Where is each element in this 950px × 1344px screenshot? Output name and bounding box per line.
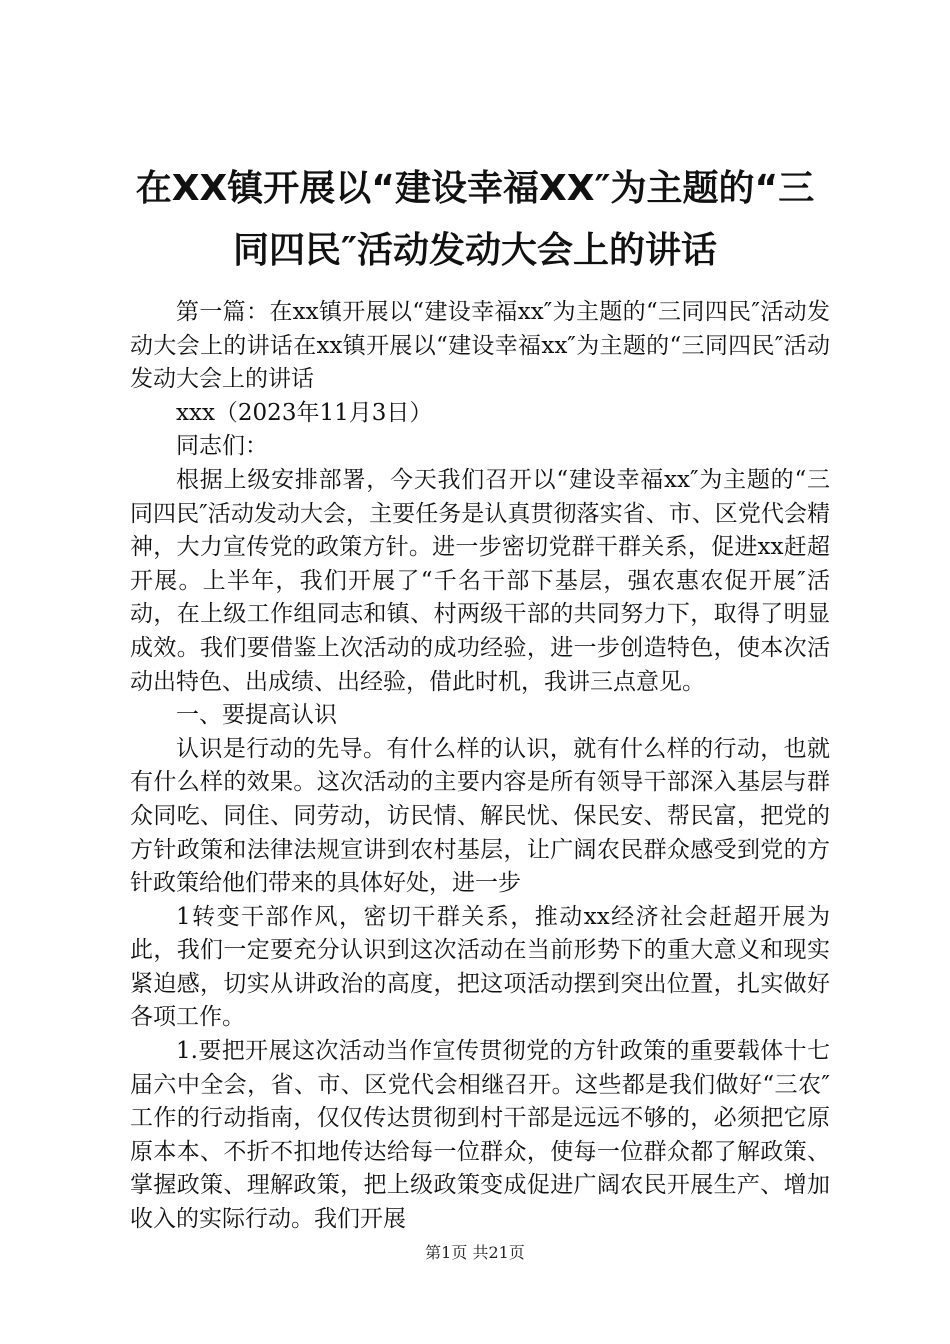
- paragraph-style-change: 1转变干部作风，密切干群关系，推动xx经济社会赶超开展为此，我们一定要充分认识到这次活动在当前形势下的重大意义和现实紧迫感，切实从讲政治的高度，把这项活动摆到突出位置，扎实做好各项工作。: [130, 903, 830, 1031]
- section-heading-1: 一、要提高认识: [176, 702, 337, 729]
- paragraph-opening: 根据上级安排部署，今天我们召开以“建设幸福xx″为主题的“三同四民″活动发动大会，主要任务是认真贯彻落实省、市、区党代会精神，大力宣传党的政策方针。进一步密切党群干群关系，促进xx赶超开展。上半年，我们开展了“千名干部下基层，强农惠农促开展″活动，在上级工作组同志和镇、村两级干部的共同努力下，取得了明显成效。我们要借鉴上次活动的成功经验，进一步创造特色，使本次活动出特色、出成绩、出经验，借此时机，我讲三点意见。: [130, 466, 830, 695]
- page-number-footer: 第1页 共21页: [425, 1243, 525, 1262]
- paragraph-point-1: 1.要把开展这次活动当作宣传贯彻党的方针政策的重要载体十七届六中全会，省、市、区党代会相继召开。这些都是我们做好“三农″工作的行动指南，仅仅传达贯彻到村干部是远远不够的，必须把它原原本本、不折不扣地传达给每一位群众，使每一位群众都了解政策、掌握政策、理解政策，把上级政策变成促进广阔农民开展生产、增加收入的实际行动。我们开展: [130, 1038, 830, 1233]
- paragraph-awareness: 认识是行动的先导。有什么样的认识，就有什么样的行动，也就有什么样的效果。这次活动的主要内容是所有领导干部深入基层与群众同吃、同住、同劳动，访民情、解民忧、保民安、帮民富，把党的方针政策和法律法规宣讲到农村基层，让广阔农民群众感受到党的方针政策给他们带来的具体好处，进一步: [130, 735, 830, 897]
- title-line-1: 在XX镇开展以“建设幸福XX″为主题的“三: [135, 168, 815, 209]
- document-body: [130, 296, 830, 1237]
- paragraph-intro: 第一篇：在xx镇开展以“建设幸福xx″为主题的“三同四民″活动发动大会上的讲话在xx镇开展以“建设幸福xx″为主题的“三同四民″活动发动大会上的讲话: [130, 299, 830, 393]
- paragraph-salutation: 同志们：: [176, 433, 268, 460]
- document-title: [100, 158, 850, 282]
- title-line-2: 同四民″活动发动大会上的讲话: [232, 230, 718, 271]
- paragraph-author-date: xxx（2023年11月3日）: [176, 399, 433, 426]
